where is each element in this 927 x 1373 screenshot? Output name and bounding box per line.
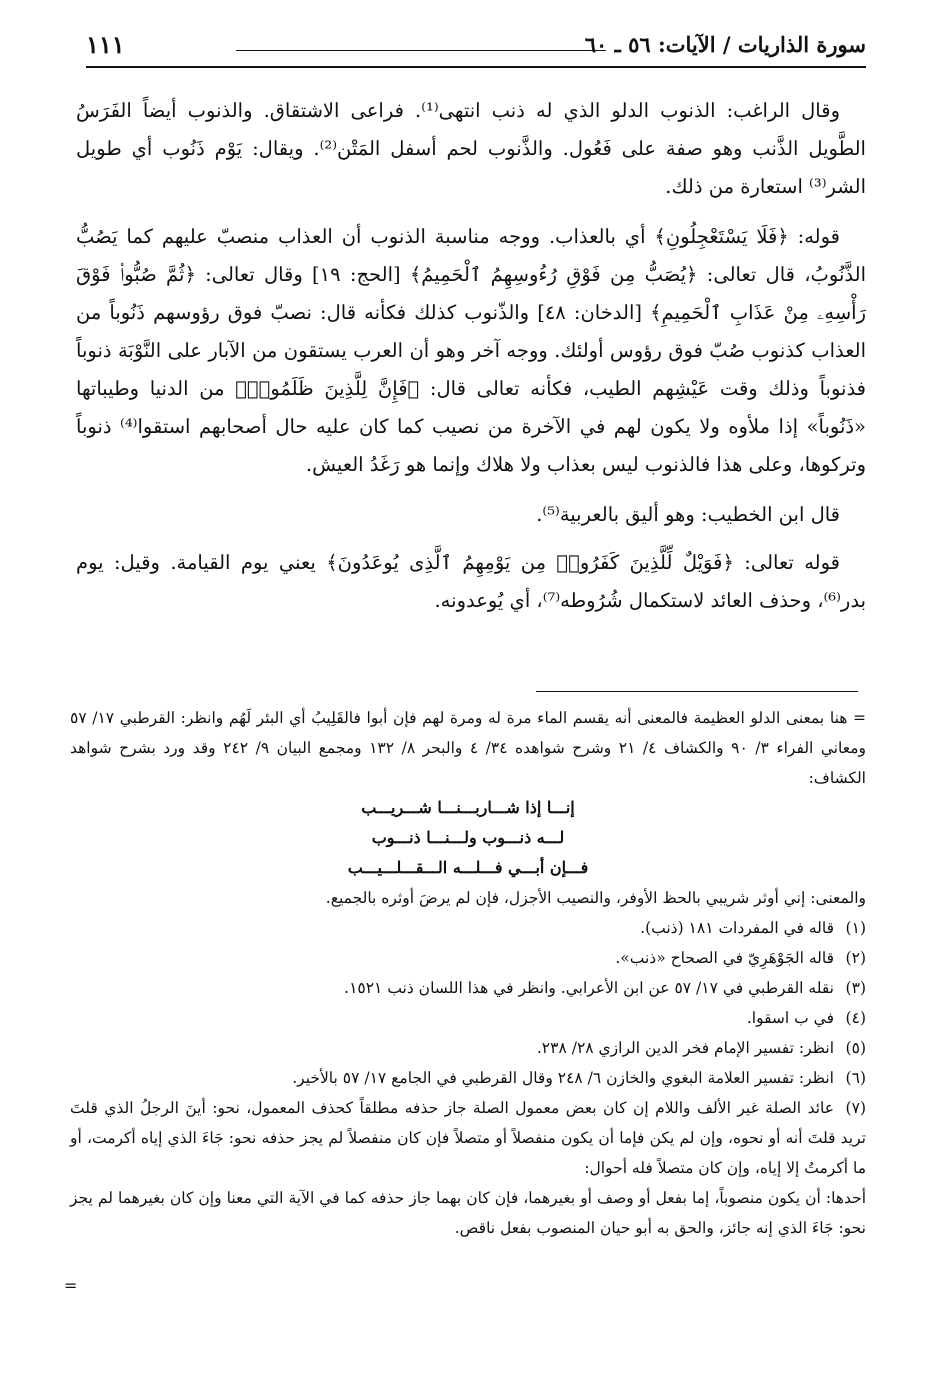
- footnote-4: [70, 1003, 866, 1033]
- verse-line: لـــه ذنـــوب ولـــنـــا ذنـــوب: [371, 828, 565, 847]
- footnote-text: عائد الصلة غير الألف واللام إن كان بعض معمول الصلة جاز حذفه مطلقاً كحذف المعمول، نحو: أينَ الرجلُ الذي قلتَ تريد قلتَ أنه أو نحوه، وإن لم يكن فإما أن يكون منفصلاً أو متصلاً فإن كان منفصلاً لم يجز حذفه نحو: جَاءَ الذي إياه أكرمت، أو ما أكرمتُ إلا إياه، وإن كان متصلاً فله أحوال:: [70, 1099, 866, 1177]
- footnotes: [70, 703, 866, 1243]
- header-rule: [236, 50, 606, 51]
- footnote-number: (٢): [845, 949, 866, 967]
- continuation-mark: =: [64, 1276, 78, 1295]
- footnote-number: (٦): [845, 1069, 866, 1087]
- footnote-text: انظر: تفسير العلامة البغوي والخازن ٦/ ٢٤٨ وقال القرطبي في الجامع ١٧/ ٥٧ بالأخير.: [292, 1069, 834, 1087]
- footnote-text: نقله القرطبي في ١٧/ ٥٧ عن ابن الأعرابي. وانظر في هذا اللسان ذنب ١٥٢١.: [344, 979, 834, 997]
- footnote-continuation: = هنا بمعنى الدلو العظيمة فالمعنى أنه يقسم الماء مرة له ومرة لهم فإن أبوا فالقَلِيبُ أي البئر لَهُم وانظر: القرطبي ١٧/ ٥٧ ومعاني الفراء ٣/ ٩٠ والكشاف ٤/ ٢١ وشرح شواهده ٣٤/ ٤ والبحر ٨/ ١٣٢ ومجمع البيان ٩/ ٢٤٢ وقد ورد بشرح شواهد الكشاف:: [70, 709, 867, 787]
- poetry-verse: [303, 793, 633, 883]
- verse-meaning: والمعنى: إني أوثر شريبي بالحظ الأوفر، والنصيب الأجزل، فإن لم يرضَ أوثره بالجميع.: [325, 889, 866, 907]
- footnote-7-continuation: أحدها: أن يكون منصوباً، إما بفعل أو وصف أو بغيرهما، فإن كان بهما جاز حذفه كما في الآية التي معنا وإن كان بغيرهما لم يجز نحو: جَاءَ الذي إنه جائز، والحق به أبو حيان المنصوب بفعل ناقص.: [70, 1189, 866, 1237]
- surah-title: سورة الذاريات / الآيات: ٥٦ ـ ٦٠: [584, 32, 866, 57]
- footnote-number: (٣): [845, 979, 866, 997]
- header-divider: [86, 66, 866, 68]
- footnote-text: في ب اسقوا.: [746, 1009, 834, 1027]
- footnote-number: (١): [845, 919, 866, 937]
- footnote-3: [70, 973, 866, 1003]
- footnote-text: قاله الجَوْهَرِيّ في الصحاح «ذنب».: [615, 949, 834, 967]
- footnote-5: [70, 1033, 866, 1063]
- footnote-6: [70, 1063, 866, 1093]
- footnote-2: [70, 943, 866, 973]
- footnote-separator: [536, 691, 858, 692]
- main-text: [76, 92, 866, 632]
- footnote-text: قاله في المفردات ١٨١ (ذنب).: [640, 919, 834, 937]
- footnote-text: انظر: تفسير الإمام فخر الدين الرازي ٢٨/ ٢٣٨.: [536, 1039, 834, 1057]
- page-header: [86, 30, 866, 64]
- paragraph-ibn-khatib: قال ابن الخطيب: وهو أليق بالعربية⁽⁵⁾.: [536, 503, 840, 526]
- page-number: ١١١: [86, 30, 125, 59]
- verse-line: فـــإن أبـــي فـــلـــه الـــقـــلـــيـــب: [347, 858, 589, 877]
- paragraph-raghib: وقال الراغب: الذنوب الدلو الذي له ذنب انتهى⁽¹⁾. فراعى الاشتقاق. والذنوب أيضاً الفَرَسُ الطَّويل الذَّنب وهو صفة على فَعُول. والذَّنوب لحم أسفل المَتْن⁽²⁾. ويقال: يَوْم ذَنُوب أي طويل الشر⁽³⁾ استعارة من ذلك.: [76, 99, 866, 198]
- footnote-number: (٤): [845, 1009, 866, 1027]
- verse-line: إنـــا إذا شـــاربـــنـــا شـــريـــب: [361, 798, 575, 817]
- paragraph-verse-60: قوله تعالى: ﴿فَوَيْلٌ لِّلَّذِينَ كَفَرُوا۟ مِن يَوْمِهِمُ ٱلَّذِى يُوعَدُونَ﴾ يعني يوم القيامة. وقيل: يوم بدر⁽⁶⁾، وحذف العائد لاستكمال شُرُوطه⁽⁷⁾، أي يُوعدونه.: [76, 551, 866, 612]
- footnote-1: [70, 913, 866, 943]
- footnote-number: (٥): [845, 1039, 866, 1057]
- paragraph-tafsir: قوله: ﴿فَلَا يَسْتَعْجِلُونِ﴾ أي بالعذاب. ووجه مناسبة الذنوب أن العذاب منصبّ عليهم كما يَصُبُّ الذَّنُوبُ، قال تعالى: ﴿يُصَبُّ مِن فَوْقِ رُءُوسِهِمُ ٱلْحَمِيمُ﴾ [الحج: ١٩] وقال تعالى: ﴿ثُمَّ صُبُّوا۟ فَوْقَ رَأْسِهِۦ مِنْ عَذَابِ ٱلْحَمِيمِ﴾ [الدخان: ٤٨] والذّنوب كذلك فكأنه قال: نصبّ فوق رؤوسهم ذَنُوباً من العذاب كذنوب صُبّ فوق رؤوس أولئك. ووجه آخر وهو أن العرب يستقون من الآبار على النَّوْبَة ذنوباً فذنوباً وذلك وقت عَيْشِهم الطيب، فكأنه تعالى قال: ﴿فَإِنَّ لِلَّذِينَ ظَلَمُوا۟﴾ من الدنيا وطيباتها «ذَنُوباً» إذا ملأوه ولا يكون لهم في الآخرة من نصيب كما كان عليه حال أصحابهم استقوا⁽⁴⁾ ذنوباً وتركوها، وعلى هذا فالذنوب ليس بعذاب ولا هلاك وإنما هو رَغَدُ العيش.: [76, 225, 867, 476]
- footnote-7: [70, 1093, 866, 1183]
- footnote-number: (٧): [845, 1099, 866, 1117]
